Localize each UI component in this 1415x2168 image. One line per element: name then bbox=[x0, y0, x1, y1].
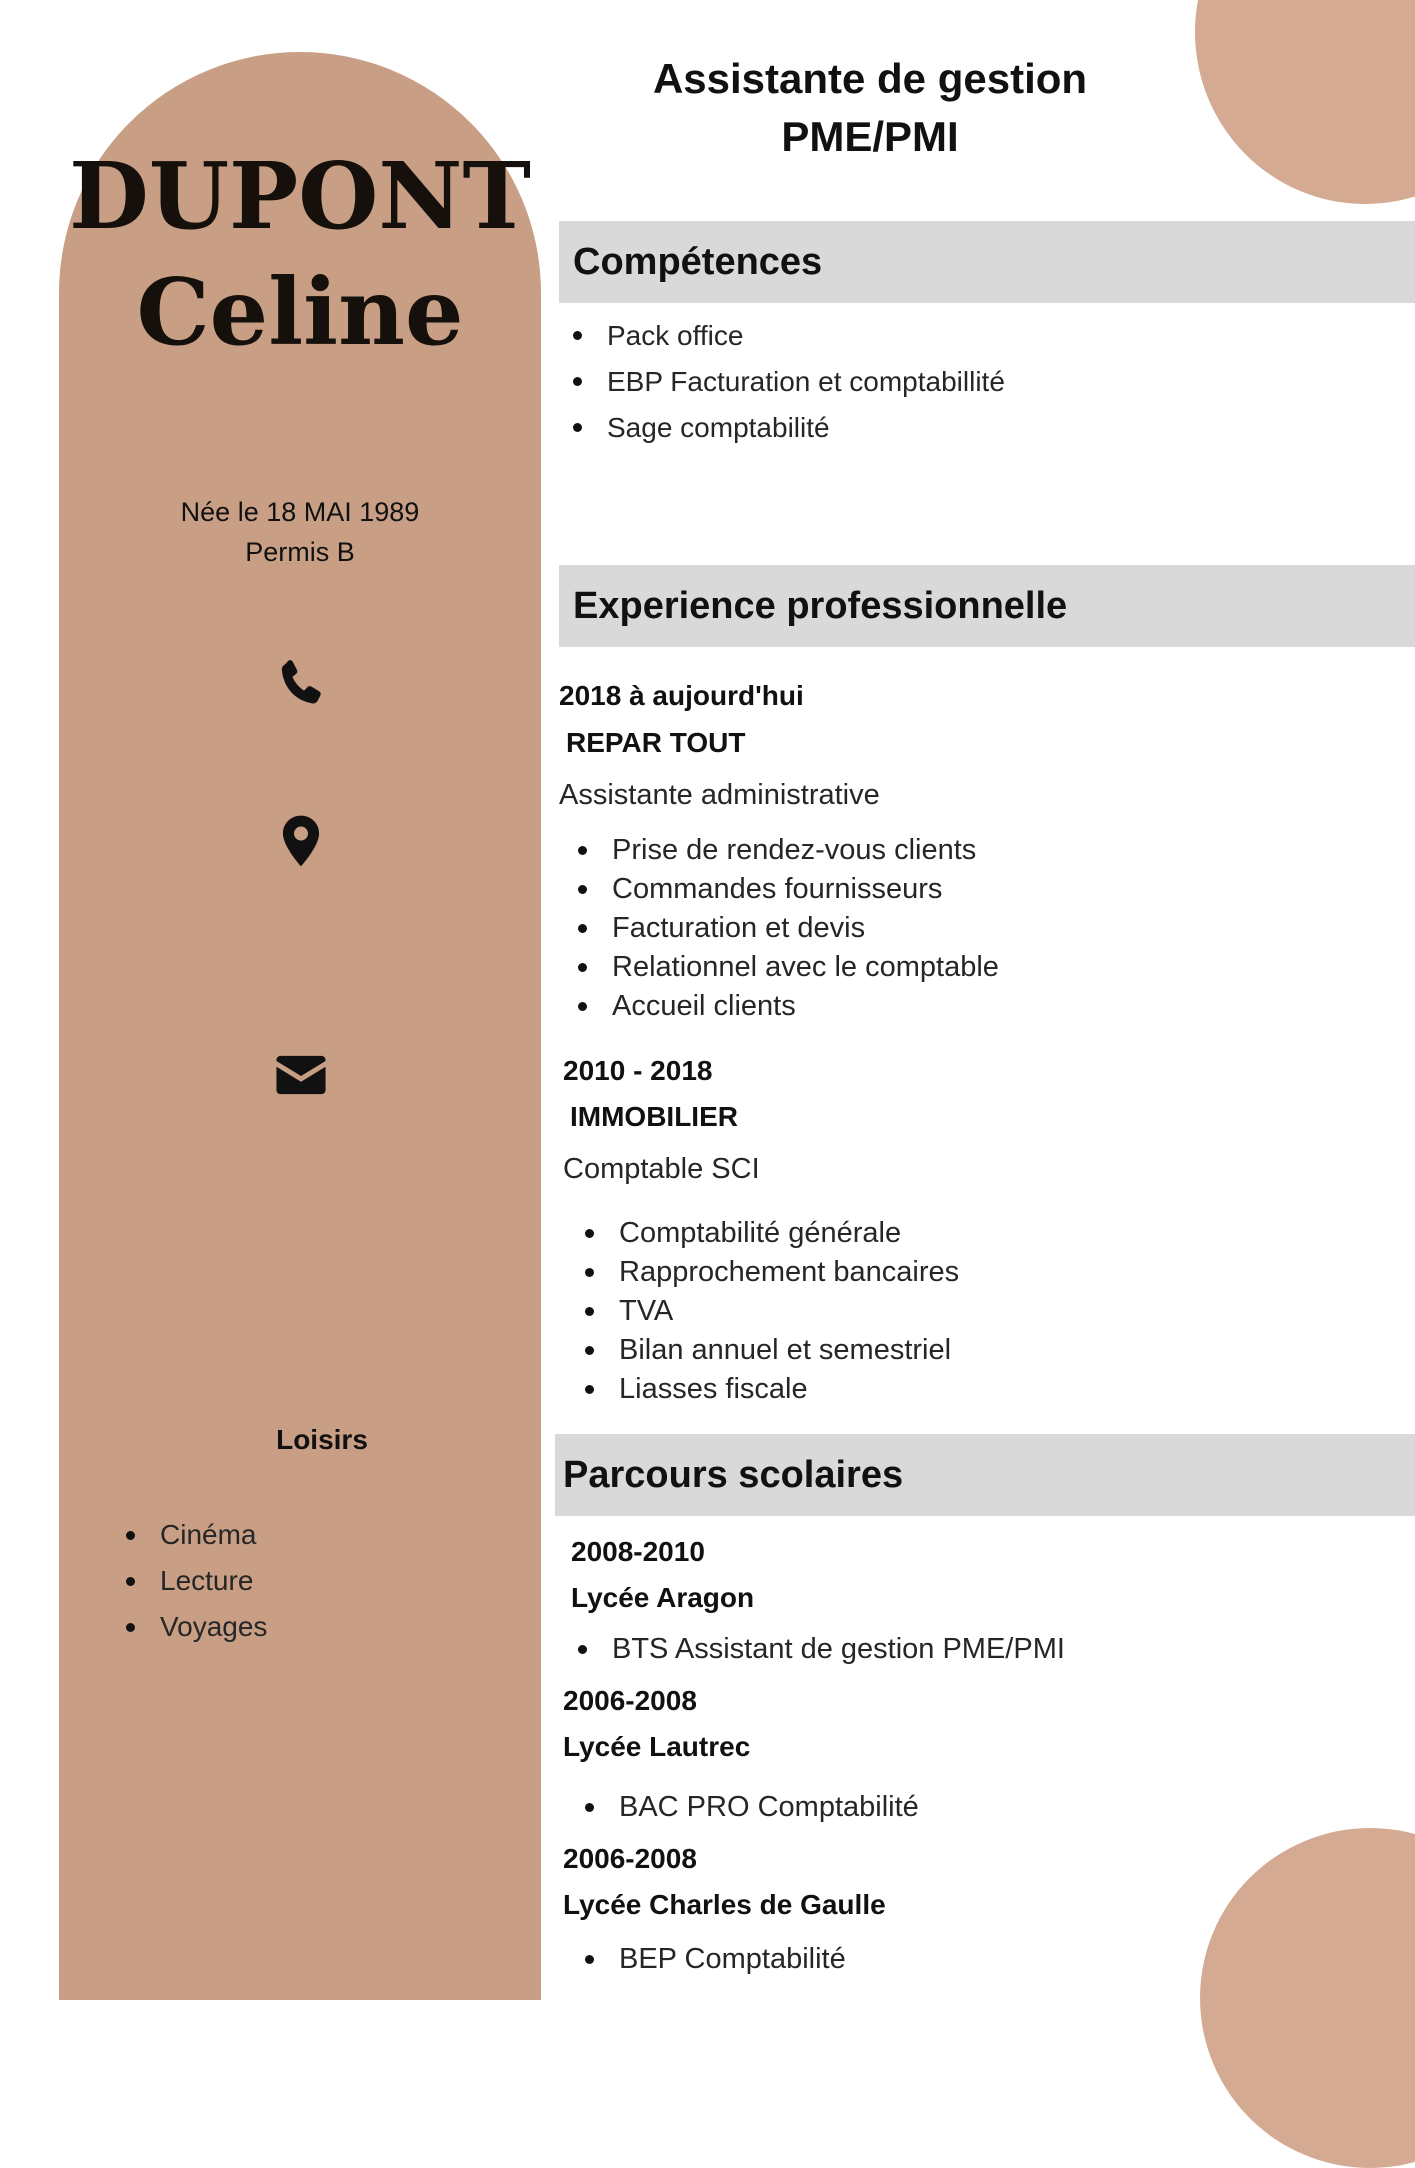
job-role: Comptable SCI bbox=[563, 1153, 760, 1185]
job-tasks-list bbox=[585, 1214, 959, 1409]
experience-heading: Experience professionnelle bbox=[573, 585, 1068, 627]
list-item: Lecture bbox=[126, 1558, 267, 1604]
job-company: IMMOBILIER bbox=[570, 1101, 738, 1132]
decorative-circle-bottom bbox=[1200, 1828, 1415, 2168]
education-diploma-list bbox=[585, 1788, 919, 1827]
hobbies-heading: Loisirs bbox=[276, 1424, 368, 1455]
education-diploma-list bbox=[578, 1630, 1065, 1669]
job-title-line-1: Assistante de gestion bbox=[652, 55, 1088, 102]
list-item: Accueil clients bbox=[578, 987, 999, 1026]
education-diploma-list bbox=[585, 1940, 846, 1979]
driving-license: Permis B bbox=[245, 537, 355, 567]
list-item: Prise de rendez-vous clients bbox=[578, 831, 999, 870]
skills-list bbox=[573, 313, 1005, 451]
mail-icon bbox=[270, 1044, 332, 1106]
list-item: Relationnel avec le comptable bbox=[578, 948, 999, 987]
education-period: 2008-2010 bbox=[571, 1536, 705, 1567]
job-role: Assistante administrative bbox=[559, 779, 880, 811]
list-item: Rapprochement bancaires bbox=[585, 1253, 959, 1292]
list-item: BAC PRO Comptabilité bbox=[585, 1788, 919, 1827]
skills-heading: Compétences bbox=[573, 241, 823, 283]
phone-icon bbox=[270, 654, 332, 716]
education-period: 2006-2008 bbox=[563, 1843, 697, 1874]
list-item: EBP Facturation et comptabillité bbox=[573, 359, 1005, 405]
list-item: Facturation et devis bbox=[578, 909, 999, 948]
list-item: BEP Comptabilité bbox=[585, 1940, 846, 1979]
education-school: Lycée Aragon bbox=[571, 1582, 755, 1613]
education-heading: Parcours scolaires bbox=[563, 1454, 904, 1496]
education-section-header bbox=[555, 1434, 1415, 1516]
list-item: Sage comptabilité bbox=[573, 405, 1005, 451]
decorative-circle-top bbox=[1195, 0, 1415, 204]
list-item: Liasses fiscale bbox=[585, 1370, 959, 1409]
list-item: Bilan annuel et semestriel bbox=[585, 1331, 959, 1370]
education-school: Lycée Lautrec bbox=[563, 1731, 751, 1762]
hobbies-list bbox=[126, 1512, 267, 1650]
last-name: DUPONT bbox=[69, 142, 531, 250]
education-period: 2006-2008 bbox=[563, 1685, 697, 1716]
personal-info bbox=[59, 492, 541, 572]
job-title-line-2: PME/PMI bbox=[781, 113, 959, 160]
first-name: Celine bbox=[136, 258, 464, 366]
list-item: Voyages bbox=[126, 1604, 267, 1650]
experience-section-header bbox=[559, 565, 1415, 647]
job-period: 2010 - 2018 bbox=[563, 1055, 713, 1086]
job-tasks-list bbox=[578, 831, 999, 1026]
list-item: Cinéma bbox=[126, 1512, 267, 1558]
job-title bbox=[540, 50, 1200, 166]
list-item: Pack office bbox=[573, 313, 1005, 359]
list-item: Commandes fournisseurs bbox=[578, 870, 999, 909]
education-school: Lycée Charles de Gaulle bbox=[563, 1889, 886, 1920]
birth-date: Née le 18 MAI 1989 bbox=[180, 497, 420, 527]
list-item: Comptabilité générale bbox=[585, 1214, 959, 1253]
skills-section-header bbox=[559, 221, 1415, 303]
job-company: REPAR TOUT bbox=[566, 727, 746, 758]
list-item: TVA bbox=[585, 1292, 959, 1331]
job-period: 2018 à aujourd'hui bbox=[559, 680, 804, 711]
location-pin-icon bbox=[270, 810, 332, 872]
list-item: BTS Assistant de gestion PME/PMI bbox=[578, 1630, 1065, 1669]
